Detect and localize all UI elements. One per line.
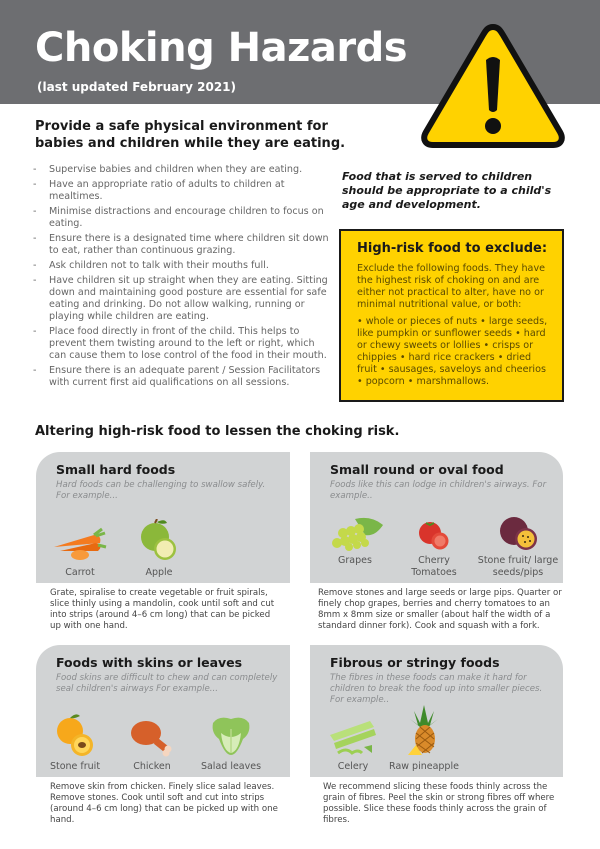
food-label: Chicken [133, 761, 171, 772]
grapes-icon [325, 515, 385, 551]
rule-item: - Minimise distractions and encourage children to focus on eating. [33, 206, 329, 230]
rule-item: - Have an appropriate ratio of adults to children at mealtimes. [33, 179, 329, 203]
rule-item: - Have children sit up straight when they are eating. Sitting down and maintaining good posture are essential for safe eating and drinking. Do not allow walking, running or playing while children are eating. [33, 275, 329, 323]
chicken-drumstick-icon [128, 717, 176, 757]
food-cherry-tomatoes [404, 519, 464, 579]
supervision-rules-list [33, 164, 329, 392]
food-grapes [324, 515, 386, 567]
card-small-hard-foods [36, 452, 290, 583]
food-label: Raw pineapple [389, 761, 459, 772]
card-small-round-food [310, 452, 563, 583]
rule-item: - Ensure there is a designated time where children sit down to eat, rather than continuous grazing. [33, 233, 329, 257]
lettuce-icon [209, 715, 253, 757]
high-risk-intro: Exclude the following foods. They have the highest risk of choking on and are either not practical to alter, have no or minimal nutritional value, or both: [357, 263, 546, 310]
card-fibrous-foods [310, 645, 563, 777]
food-raw-pineapple [382, 703, 466, 773]
carrot-icon [50, 527, 110, 563]
rule-item: - Ensure there is an adequate parent / Session Facilitators with current first aid qualifications on all sessions. [33, 365, 329, 389]
food-stone-fruit-seeds [476, 515, 560, 579]
celery-icon [328, 719, 378, 757]
high-risk-list: • whole or pieces of nuts • large seeds, like pumpkin or sunflower seeds • hard or chewy sweets or lollies • crisps or chippies • hard rice crackers • dried fruit • sausages, saveloys and cheerios • popcorn • marshmallows. [357, 316, 548, 387]
rule-item: - Ask children not to talk with their mouths full. [33, 260, 329, 272]
passionfruit-icon [496, 515, 540, 551]
food-label: Cherry Tomatoes [411, 555, 457, 578]
age-appropriate-callout: Food that is served to children should be appropriate to a child's age and development. [342, 170, 552, 211]
card-title: Small hard foods [56, 462, 176, 477]
apricot-icon [54, 713, 96, 757]
card-subtitle: Foods like this can lodge in children's airways. For example.. [330, 480, 547, 501]
safe-environment-heading: Provide a safe physical environment for babies and children while they are eating. [35, 119, 346, 151]
card-title: Foods with skins or leaves [56, 655, 243, 670]
apple-icon [137, 519, 181, 563]
last-updated-date: (last updated February 2021) [37, 80, 237, 94]
food-label: Carrot [65, 567, 95, 578]
rule-item: - Place food directly in front of the child. This helps to prevent them twisting around to the left or right, which can cause them to lose control of the food in their mouth. [33, 326, 329, 362]
high-risk-food-box [339, 229, 564, 402]
food-label: Celery [337, 761, 369, 772]
rule-item: - Supervise babies and children when they are eating. [33, 164, 329, 176]
food-label: Salad leaves [200, 761, 262, 772]
card-description: We recommend slicing these foods thinly across the grain of fibres. Peel the skin or strong fibres off where possible. Slice these foods thinly across the grain of fibres. [323, 782, 555, 825]
page-title: Choking Hazards [35, 25, 408, 71]
card-subtitle: Hard foods can be challenging to swallow safely. For example... [56, 480, 266, 501]
cherry-tomato-icon [416, 519, 452, 551]
food-carrot [50, 527, 110, 579]
pineapple-icon [406, 703, 442, 757]
card-subtitle: Food skins are difficult to chew and can completely seal children's airways For example... [56, 673, 278, 694]
food-label: Apple [145, 567, 173, 578]
food-salad-leaves [196, 715, 266, 773]
card-description: Remove stones and large seeds or large pips. Quarter or finely chop grapes, berries and cherry tomatoes to an 8mm x 8mm size or smaller (about half the width of a standard dinner fork). Cook and squash with a fork. [318, 588, 562, 631]
food-chicken [122, 717, 182, 773]
card-description: Remove skin from chicken. Finely slice salad leaves. Remove stones. Cook until soft and cut into strips (around 4–6 cm long) that can be picked up with one hand. [50, 782, 278, 825]
food-apple [134, 519, 184, 579]
high-risk-heading: High-risk food to exclude: [357, 241, 548, 256]
card-title: Small round or oval food [330, 462, 504, 477]
food-label: Stone fruit [49, 761, 101, 772]
food-label: Grapes [338, 555, 372, 566]
altering-heading: Altering high-risk food to lessen the choking risk. [35, 424, 400, 439]
warning-triangle-icon [420, 22, 566, 150]
card-description: Grate, spiralise to create vegetable or fruit spirals, slice thinly using a mandolin, cook until soft and cut into strips (around 4–6 cm long) that can be picked up with one hand. [50, 588, 275, 631]
food-stone-fruit [46, 713, 104, 773]
card-foods-with-skins [36, 645, 290, 777]
food-label: Stone fruit/ large seeds/pips [477, 555, 559, 578]
card-subtitle: The fibres in these foods can make it hard for children to break the food up into smaller pieces. For example.. [330, 673, 543, 705]
card-title: Fibrous or stringy foods [330, 655, 500, 670]
food-celery [326, 719, 380, 773]
